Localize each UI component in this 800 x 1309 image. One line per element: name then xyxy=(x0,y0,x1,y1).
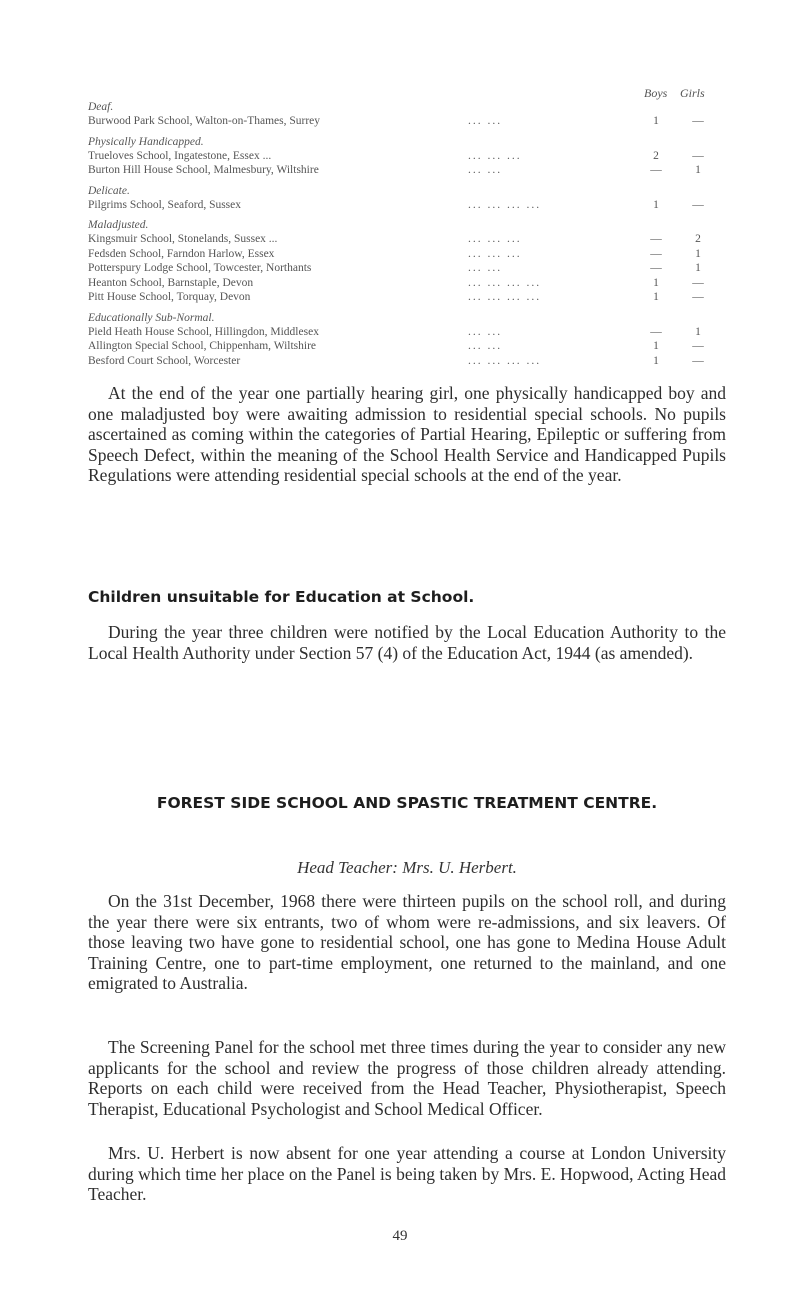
leader-dots: ... ... ... ... xyxy=(468,276,542,289)
category-label: Deaf. xyxy=(88,101,114,113)
boys-count: 1 xyxy=(653,276,659,289)
table-row xyxy=(88,261,728,276)
leader-dots: ... ... xyxy=(468,325,503,338)
category-label: Maladjusted. xyxy=(88,219,149,231)
girls-count: 1 xyxy=(695,262,701,274)
school-group xyxy=(88,218,728,305)
leader-dots: ... ... xyxy=(468,115,503,127)
school-name: Kingsmuir School, Stonelands, Sussex ... xyxy=(88,233,278,245)
table-row xyxy=(88,276,728,291)
school-group xyxy=(88,184,728,213)
school-name: Burton Hill House School, Malmesbury, Wiltshire xyxy=(88,164,319,176)
paragraph-awaiting-admission: At the end of the year one partially hearing girl, one physically handicapped boy and one maladjusted boy were awaiting admission to residential special schools. No pupils ascertained as coming within the categories of Partial Hearing, Epileptic or suffering from Speech Defect, within the meaning of the School Health Service and Handicapped Pupils Regulations were attending residential special schools at the end of the year. xyxy=(88,383,726,485)
girls-count: — xyxy=(692,276,704,289)
school-name: Heanton School, Barnstaple, Devon xyxy=(88,276,254,289)
boys-count: 1 xyxy=(653,115,659,127)
leader-dots: ... ... ... ... xyxy=(468,198,542,211)
paragraph-forest-roll: On the 31st December, 1968 there were thirteen pupils on the school roll, and during the year there were six entrants, two of whom were re-admissions, and six leavers. Of those leaving two have gone to residential school, one has gone to Medina House Adult Training Centre, one to part-time employment, one returned to the mainland, and one emigrated to Australia. xyxy=(88,891,726,993)
school-name: Trueloves School, Ingatestone, Essex ... xyxy=(88,149,272,162)
school-name: Pilgrims School, Seaford, Sussex xyxy=(88,198,242,211)
school-name: Pitt House School, Torquay, Devon xyxy=(88,291,251,303)
girls-count: — xyxy=(692,354,704,367)
school-group xyxy=(88,311,728,369)
category-label: Delicate. xyxy=(88,184,130,197)
leader-dots: ... ... ... xyxy=(468,233,522,245)
schools-table xyxy=(88,86,728,368)
table-row xyxy=(88,290,728,305)
girls-count: — xyxy=(692,115,704,127)
girls-count: 2 xyxy=(695,233,701,245)
table-row xyxy=(88,247,728,262)
table-row xyxy=(88,149,728,164)
boys-count: — xyxy=(650,262,662,274)
leader-dots: ... ... ... ... xyxy=(468,291,542,303)
girls-count: — xyxy=(692,340,704,352)
school-name: Allington Special School, Chippenham, Wiltshire xyxy=(88,340,317,352)
school-group xyxy=(88,100,728,129)
table-row xyxy=(88,198,728,213)
boys-count: 1 xyxy=(653,198,659,211)
school-name: Fedsden School, Farndon Harlow, Essex xyxy=(88,247,275,260)
girls-count: — xyxy=(692,149,704,162)
school-group xyxy=(88,135,728,178)
section-heading-unsuitable: Children unsuitable for Education at School. xyxy=(88,588,475,606)
column-header-girls: Girls xyxy=(680,86,705,100)
school-name: Besford Court School, Worcester xyxy=(88,354,241,367)
school-name: Pield Heath House School, Hillingdon, Middlesex xyxy=(88,325,319,338)
girls-count: — xyxy=(692,291,704,303)
paragraph-unsuitable: During the year three children were notified by the Local Education Authority to the Local Health Authority under Section 57 (4) of the Education Act, 1944 (as amended). xyxy=(88,622,726,663)
leader-dots: ... ... ... xyxy=(468,149,522,162)
girls-count: 1 xyxy=(695,325,701,338)
boys-count: 1 xyxy=(653,291,659,303)
table-row xyxy=(88,354,728,369)
table-row xyxy=(88,232,728,247)
table-row xyxy=(88,163,728,178)
head-teacher-line: Head Teacher: Mrs. U. Herbert. xyxy=(297,858,517,877)
girls-count: 1 xyxy=(695,164,701,176)
boys-count: — xyxy=(650,233,662,245)
leader-dots: ... ... xyxy=(468,262,503,274)
boys-count: 1 xyxy=(653,354,659,367)
paragraph-mrs-herbert: Mrs. U. Herbert is now absent for one year attending a course at London University during which time her place on the Panel is being taken by Mrs. E. Hopwood, Acting Head Teacher. xyxy=(88,1143,726,1204)
leader-dots: ... ... ... ... xyxy=(468,354,542,367)
boys-count: 2 xyxy=(653,149,659,162)
girls-count: — xyxy=(692,198,704,211)
leader-dots: ... ... ... xyxy=(468,247,522,260)
table-row xyxy=(88,114,728,129)
school-name: Burwood Park School, Walton-on-Thames, Surrey xyxy=(88,115,321,127)
table-row xyxy=(88,325,728,340)
girls-count: 1 xyxy=(695,247,701,260)
boys-count: 1 xyxy=(653,340,659,352)
boys-count: — xyxy=(650,164,662,176)
boys-count: — xyxy=(650,247,662,260)
section-title-forest-side: FOREST SIDE SCHOOL AND SPASTIC TREATMENT CENTRE. xyxy=(156,794,658,812)
category-label: Educationally Sub-Normal. xyxy=(88,311,215,324)
leader-dots: ... ... xyxy=(468,164,503,176)
school-name: Potterspury Lodge School, Towcester, Northants xyxy=(88,262,312,274)
school-groups xyxy=(88,100,728,368)
table-row xyxy=(88,339,728,354)
column-header-boys: Boys xyxy=(644,86,668,100)
boys-count: — xyxy=(650,325,662,338)
leader-dots: ... ... xyxy=(468,340,503,352)
page-number: 49 xyxy=(392,1228,408,1244)
paragraph-screening-panel: The Screening Panel for the school met three times during the year to consider any new applicants for the school and review the progress of those children already attending. Reports on each child were received from the Head Teacher, Physiotherapist, Speech Therapist, Educational Psychologist and School Medical Officer. xyxy=(88,1037,726,1119)
category-label: Physically Handicapped. xyxy=(88,135,204,148)
